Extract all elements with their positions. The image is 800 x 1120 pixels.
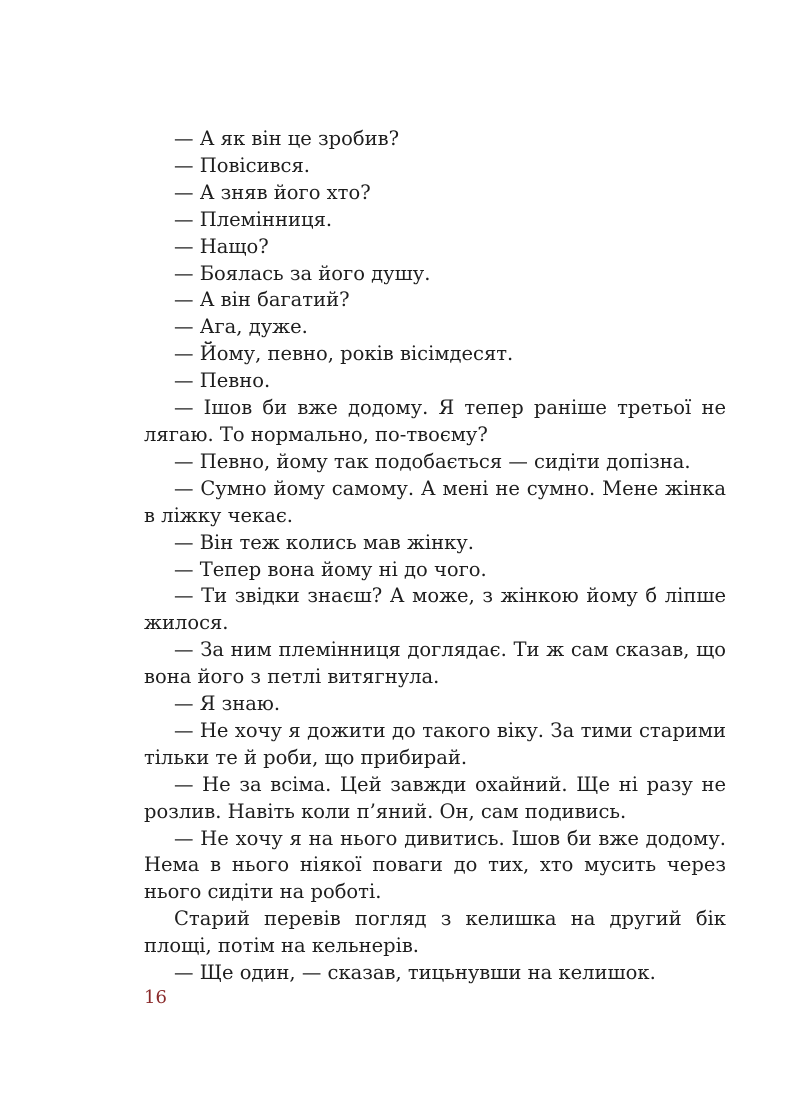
- paragraph: — Ти звідки знаєш? А може, з жінкою йому б ліпше жилося.: [144, 584, 726, 635]
- paragraph: — Повісився.: [174, 153, 310, 177]
- paragraph: Старий перевів погляд з келишка на другий бік площі, потім на кельнерів.: [144, 907, 726, 958]
- paragraph: — Ще один, — сказав, тицьнувши на келишок.: [174, 961, 656, 985]
- paragraph: — А він багатий?: [174, 288, 350, 312]
- paragraph: — Ішов би вже додому. Я тепер раніше третьої не лягаю. То нормально, по-твоєму?: [144, 396, 726, 446]
- paragraph: — Йому, певно, років вісімдесят.: [174, 342, 514, 366]
- paragraph: — Тепер вона йому ні до чого.: [174, 557, 487, 581]
- paragraph: — За ним племінниця доглядає. Ти ж сам сказав, що вона його з петлі витягнула.: [144, 638, 726, 689]
- page-number: 16: [144, 987, 167, 1008]
- body-text: [144, 126, 726, 987]
- paragraph: — Я знаю.: [174, 692, 281, 716]
- paragraph: — Не хочу я дожити до такого віку. За тими старими тільки те й роби, що прибирай.: [144, 718, 726, 769]
- paragraph: — Не за всіма. Цей завжди охайний. Ще ні разу не розлив. Навіть коли п’яний. Он, сам подивись.: [144, 772, 726, 823]
- paragraph: — Ага, дуже.: [174, 315, 308, 339]
- paragraph: — Боялась за його душу.: [174, 261, 431, 285]
- paragraph: — Племінниця.: [174, 207, 333, 231]
- paragraph: — Певно.: [174, 369, 271, 393]
- paragraph: — Він теж колись мав жінку.: [174, 530, 474, 554]
- paragraph: — Певно, йому так подобається — сидіти допізна.: [174, 449, 691, 473]
- paragraph: — Сумно йому самому. А мені не сумно. Мене жінка в ліжку чекає.: [144, 476, 726, 527]
- paragraph: — А зняв його хто?: [174, 180, 371, 204]
- paragraph: — А як він це зробив?: [174, 127, 400, 150]
- paragraph: — Нащо?: [174, 234, 269, 258]
- paragraph: — Не хочу я на нього дивитись. Ішов би вже додому. Нема в нього ніякої поваги до тих, хто мусить через нього сидіти на роботі.: [144, 826, 726, 904]
